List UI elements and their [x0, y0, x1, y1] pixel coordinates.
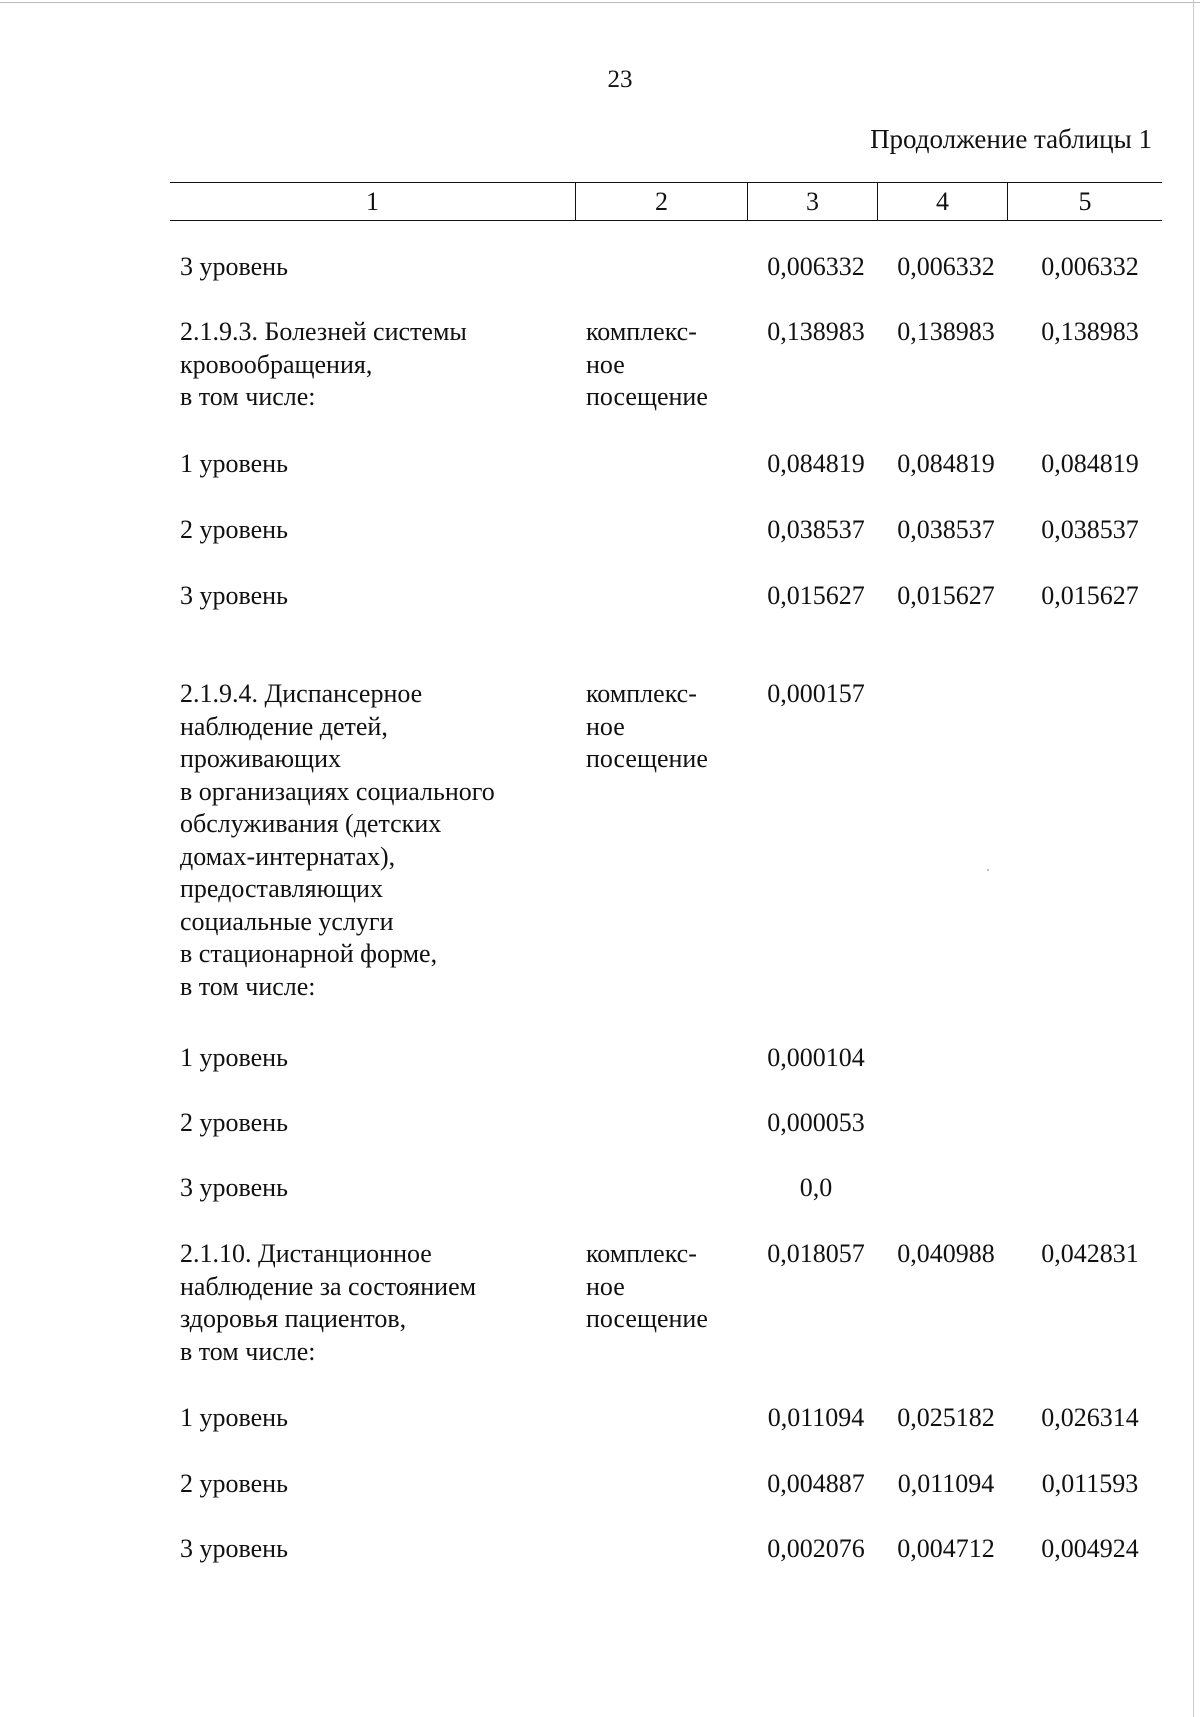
row-name: 1 уровень [180, 449, 288, 478]
header-col-2: 2 [576, 183, 748, 220]
row-value-col3: 0,018057 [767, 1239, 865, 1268]
row-name: 2.1.9.3. Болезней системы кровообращения, в том числе: [180, 317, 467, 411]
row-name: 2.1.9.4. Диспансерное наблюдение детей, проживающих в организациях социального обслуживания (детских домах-интернатах), предоставляющих социальные услуги в стационарной форме, в том числе: [180, 679, 495, 1001]
row-value-col5: 0,004924 [1041, 1534, 1139, 1563]
row-value-col3: 0,006332 [767, 252, 865, 281]
row-value-col3: 0,000104 [767, 1043, 865, 1072]
row-value-col4: 0,025182 [897, 1403, 995, 1432]
row-name: 3 уровень [180, 252, 288, 281]
header-col-1: 1 [170, 183, 576, 220]
row-value-col5: 0,042831 [1041, 1239, 1139, 1268]
row-value-col4: 0,015627 [897, 581, 995, 610]
row-value-col3: 0,084819 [767, 449, 865, 478]
row-unit: комплекс- ное посещение [586, 317, 708, 411]
header-col-3: 3 [748, 183, 878, 220]
scan-speck [987, 869, 989, 871]
row-value-col3: 0,011094 [767, 1403, 865, 1432]
scan-right-edge [1193, 0, 1194, 1717]
row-value-col3: 0,002076 [767, 1534, 865, 1563]
row-value-col5: 0,084819 [1041, 449, 1139, 478]
row-value-col5: 0,026314 [1041, 1403, 1139, 1432]
row-value-col3: 0,000157 [767, 679, 865, 708]
row-value-col4: 0,038537 [897, 515, 995, 544]
row-value-col4: 0,004712 [897, 1534, 995, 1563]
header-col-4: 4 [878, 183, 1008, 220]
row-value-col4: 0,138983 [897, 317, 995, 346]
row-value-col5: 0,038537 [1041, 515, 1139, 544]
row-value-col3: 0,038537 [767, 515, 865, 544]
row-unit: комплекс- ное посещение [586, 679, 708, 773]
row-value-col3: 0,0 [799, 1173, 833, 1202]
row-name: 3 уровень [180, 1173, 288, 1202]
row-name: 2 уровень [180, 1469, 288, 1498]
row-name: 2.1.10. Дистанционное наблюдение за состоянием здоровья пациентов, в том числе: [180, 1239, 477, 1366]
row-value-col5: 0,011593 [1041, 1469, 1139, 1498]
row-name: 2 уровень [180, 515, 288, 544]
row-name: 1 уровень [180, 1043, 288, 1072]
row-value-col4: 0,040988 [897, 1239, 995, 1268]
row-value-col5: 0,006332 [1041, 252, 1139, 281]
row-value-col4: 0,011094 [897, 1469, 995, 1498]
row-unit: комплекс- ное посещение [586, 1239, 708, 1333]
row-value-col4: 0,084819 [897, 449, 995, 478]
page-number: 23 [607, 66, 633, 93]
table-continuation-label: Продолжение таблицы 1 [870, 124, 1152, 154]
row-name: 3 уровень [180, 581, 288, 610]
header-col-5: 5 [1078, 187, 1092, 216]
table-header-row [170, 182, 1162, 221]
row-value-col4: 0,006332 [897, 252, 995, 281]
row-name: 2 уровень [180, 1108, 288, 1137]
row-value-col3: 0,004887 [767, 1469, 865, 1498]
row-name: 3 уровень [180, 1534, 288, 1563]
scan-top-edge [0, 2, 1200, 3]
row-value-col3: 0,000053 [767, 1108, 865, 1137]
row-value-col3: 0,015627 [767, 581, 865, 610]
row-name: 1 уровень [180, 1403, 288, 1432]
row-value-col3: 0,138983 [767, 317, 865, 346]
row-value-col5: 0,138983 [1041, 317, 1139, 346]
row-value-col5: 0,015627 [1041, 581, 1139, 610]
